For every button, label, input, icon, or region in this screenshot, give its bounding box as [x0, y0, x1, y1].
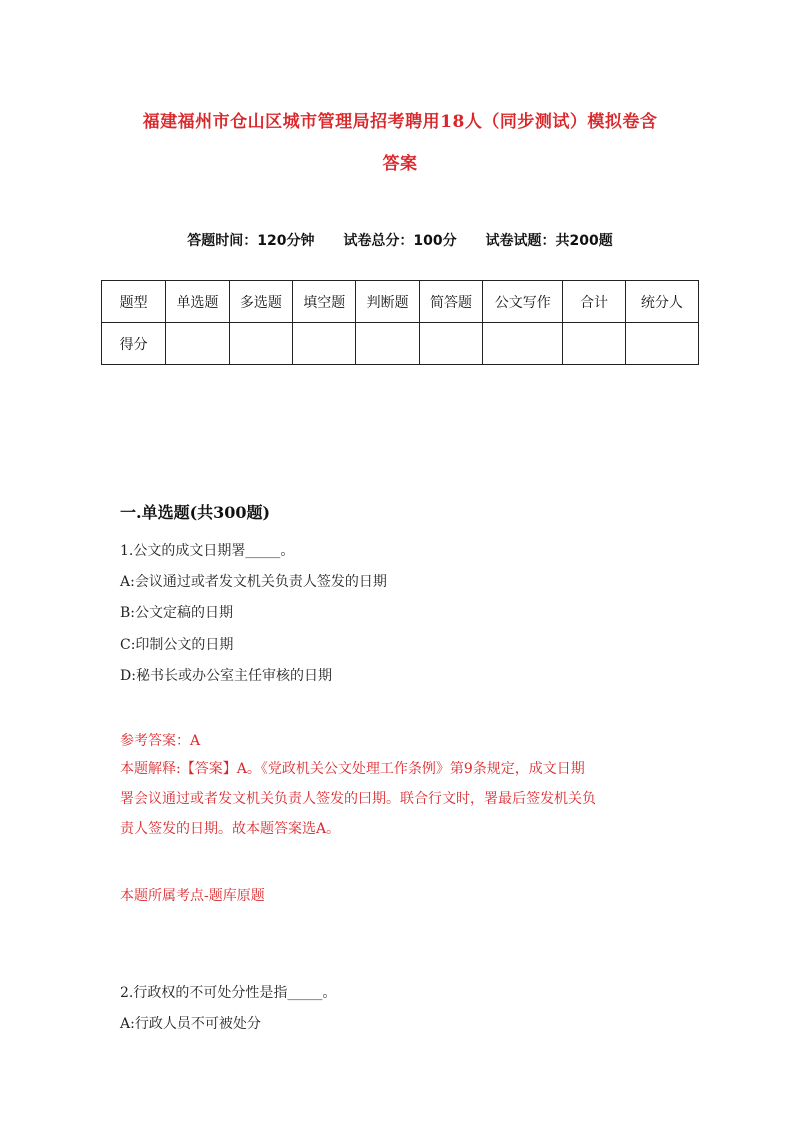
question-1-answer: 参考答案：A	[120, 733, 201, 749]
score-cell	[229, 323, 292, 365]
exam-question-count: 试卷试题：共200题	[485, 233, 613, 249]
question-2-stem: 2.行政权的不可处分性是指_____。	[120, 985, 337, 1001]
score-table-header-cell: 填空题	[293, 281, 356, 323]
score-table-header-cell: 判断题	[356, 281, 419, 323]
exam-time: 答题时间：120分钟	[187, 233, 315, 249]
question-1-option-c: C:印制公文的日期	[120, 637, 234, 653]
document-title-line-1: 福建福州市仓山区城市管理局招考聘用18人（同步测试）模拟卷含	[142, 112, 658, 132]
score-table-header-cell: 统分人	[625, 281, 698, 323]
score-table-header-row	[102, 281, 699, 323]
score-table-header-cell: 合计	[563, 281, 625, 323]
explanation-line: 署会议通过或者发文机关负责人签发的曰期。联合行文时，署最后签发机关负	[120, 791, 596, 807]
score-cell	[483, 323, 563, 365]
explanation-line: 责人签发的日期。故本题答案选A。	[120, 821, 341, 837]
score-table-score-row	[102, 323, 699, 365]
question-2-option-a: A:行政人员不可被处分	[120, 1016, 261, 1032]
score-table-header-cell: 题型	[102, 281, 166, 323]
score-cell	[293, 323, 356, 365]
question-1-explanation	[120, 754, 680, 844]
score-table-header-cell: 公文写作	[483, 281, 563, 323]
score-cell	[356, 323, 419, 365]
score-row-label: 得分	[102, 323, 166, 365]
document-title-line-2: 答案	[382, 154, 418, 174]
score-cell	[419, 323, 482, 365]
exam-total-score: 试卷总分：100分	[343, 233, 457, 249]
question-1-option-b: B:公文定稿的日期	[120, 605, 234, 621]
score-table-header-cell: 多选题	[229, 281, 292, 323]
exam-info	[0, 230, 800, 250]
score-cell	[563, 323, 625, 365]
score-table-header-cell: 单选题	[166, 281, 229, 323]
explanation-line: 本题解释:【答案】A。《党政机关公文处理工作条例》第9条规定，成文日期	[120, 761, 585, 777]
section-heading: 一.单选题(共300题)	[120, 503, 271, 522]
score-table-header-cell: 简答题	[419, 281, 482, 323]
question-1-option-d: D:秘书长或办公室主任审核的日期	[120, 668, 332, 684]
question-1-option-a: A:会议通过或者发文机关负责人签发的日期	[120, 574, 387, 590]
score-cell	[625, 323, 698, 365]
score-cell	[166, 323, 229, 365]
question-1-stem: 1.公文的成文日期署_____。	[120, 543, 295, 559]
question-1-knowledge-point: 本题所属考点-题库原题	[120, 888, 265, 904]
score-table	[101, 280, 699, 365]
